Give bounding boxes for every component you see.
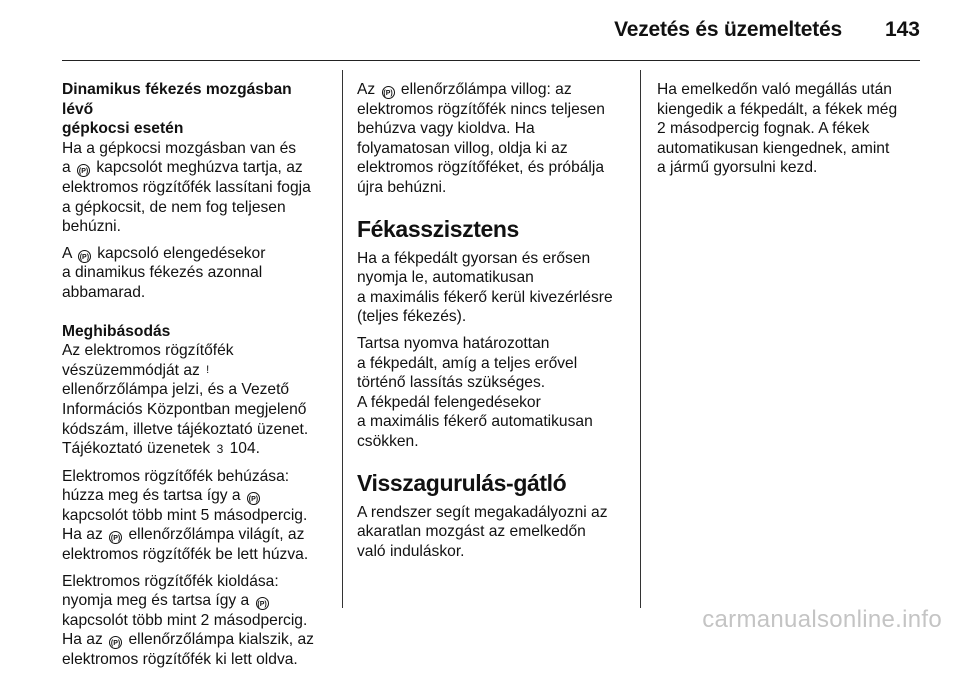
warning-lamp-icon: ! bbox=[206, 363, 210, 376]
paragraph: Tartsa nyomva határozottan a fékpedált, amíg a teljes erővel történő lassítás szükséges. A fékpedál felengedésekor a maximális fékerő automatikusan csökken. bbox=[357, 334, 593, 450]
parking-brake-icon: (P) bbox=[77, 164, 90, 177]
page-reference-icon: 3 bbox=[216, 442, 224, 457]
parking-brake-icon: (P) bbox=[109, 531, 122, 544]
paragraph: Elektromos rögzítőfék kioldása: nyomja meg és tartsa így a (P) kapcsolót több mint 2 másodpercig. Ha az (P) ellenőrzőlámpa kialszik, az elektromos rögzítőfék ki lett oldva. bbox=[62, 572, 314, 669]
column-divider bbox=[342, 70, 343, 608]
watermark: carmanualsonline.info bbox=[702, 606, 942, 633]
heading-brake-assist: Fékasszisztens bbox=[357, 215, 519, 242]
subheading-malfunction: Meghibásodás bbox=[62, 322, 171, 340]
parking-brake-icon: (P) bbox=[247, 492, 260, 505]
parking-brake-icon: (P) bbox=[109, 636, 122, 649]
column-1 bbox=[62, 80, 327, 677]
column-3 bbox=[657, 80, 925, 185]
heading-hill-hold: Visszagurulás-gátló bbox=[357, 469, 567, 496]
paragraph: Ha emelkedőn való megállás után kiengedik a fékpedált, a fékek még 2 másodpercig fognak. A fékek automatikusan kiengednek, amint a jármű gyorsulni kezd. bbox=[657, 81, 898, 177]
section-title: Vezetés és üzemeltetés bbox=[614, 18, 842, 41]
paragraph: A rendszer segít megakadályozni az akaratlan mozgást az emelkedőn való induláskor. bbox=[357, 503, 608, 560]
header-rule bbox=[62, 60, 920, 61]
page-number: 143 bbox=[884, 18, 920, 41]
parking-brake-icon: (P) bbox=[256, 597, 269, 610]
paragraph: Az (P) ellenőrzőlámpa villog: az elektromos rögzítőfék nincs teljesen behúzva vagy kioldva. Ha folyamatosan villog, oldja ki az elektromos rögzítőféket, és próbálja újra behúzni. bbox=[357, 81, 605, 196]
paragraph: Az elektromos rögzítőfék vészüzemmódját az ! ellenőrzőlámpa jelzi, és a Vezető Információs Központban megjelenő kódszám, illetve tájékoztató üzenet. Tájékoztató üzenetek 3 104. bbox=[62, 341, 327, 460]
parking-brake-icon: (P) bbox=[382, 86, 395, 99]
subheading-dynamic-braking: Dinamikus fékezés mozgásban lévő gépkocsi esetén bbox=[62, 81, 292, 138]
paragraph: Ha a gépkocsi mozgásban van és a (P) kapcsolót meghúzva tartja, az elektromos rögzítőfék lassítani fogja a gépkocsit, de nem fog teljesen behúzni. bbox=[62, 139, 311, 236]
parking-brake-icon: (P) bbox=[78, 250, 91, 263]
paragraph: Ha a fékpedált gyorsan és erősen nyomja le, automatikusan a maximális fékerő kerül kivezérlésre (teljes fékezés). bbox=[357, 249, 613, 326]
column-divider bbox=[640, 70, 641, 608]
paragraph: Elektromos rögzítőfék behúzása: húzza meg és tartsa így a (P) kapcsolót több mint 5 másodpercig. Ha az (P) ellenőrzőlámpa világít, az elektromos rögzítőfék be lett húzva. bbox=[62, 467, 309, 564]
page-header bbox=[0, 0, 960, 60]
column-2 bbox=[357, 80, 625, 568]
paragraph: A (P) kapcsoló elengedésekor a dinamikus fékezés azonnal abbamarad. bbox=[62, 244, 266, 301]
